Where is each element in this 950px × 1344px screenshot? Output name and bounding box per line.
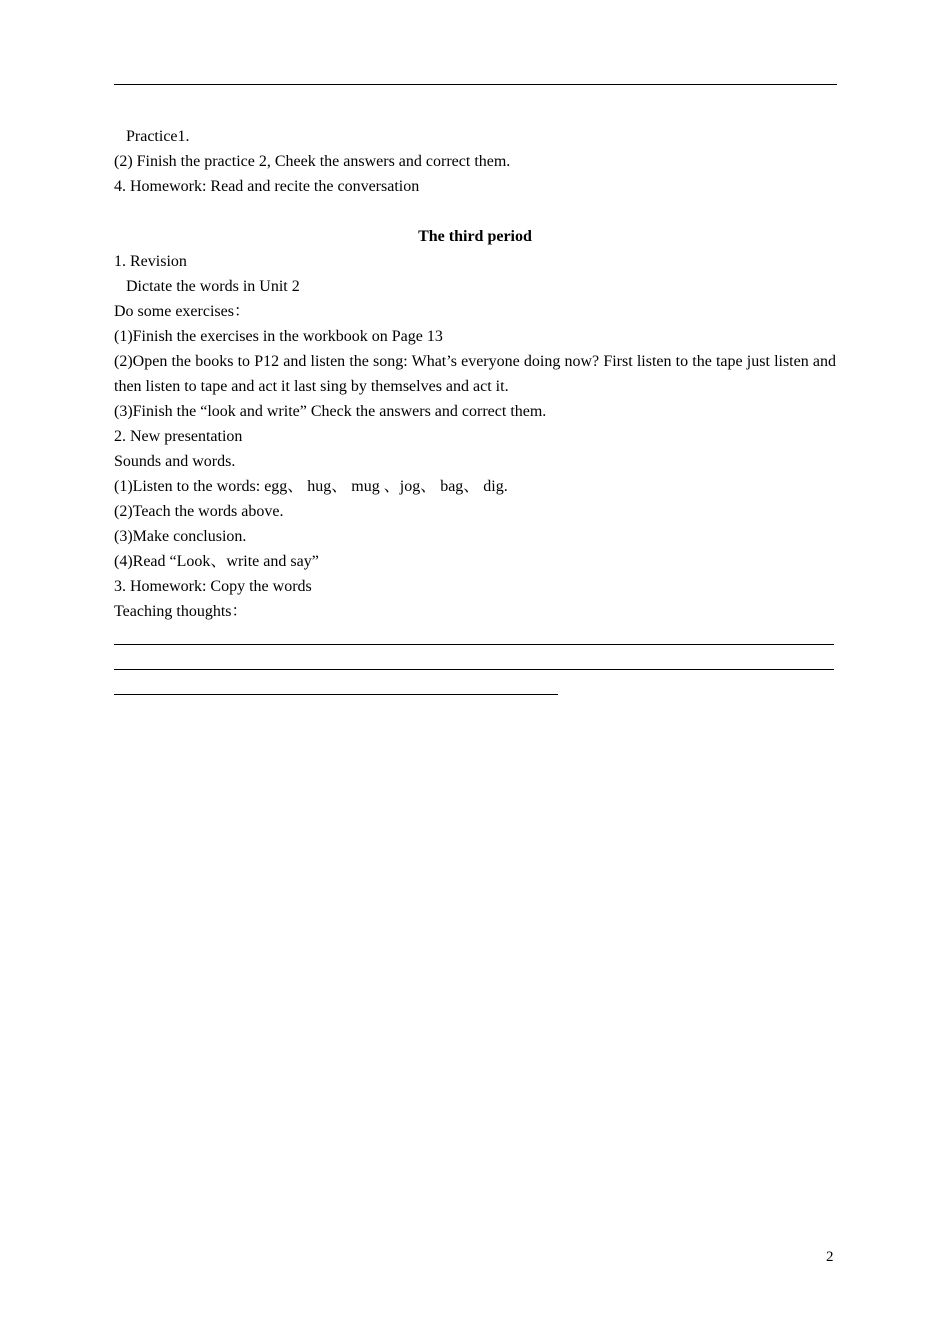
text-line: (1)Finish the exercises in the workbook on Page 13 xyxy=(114,328,443,345)
text-line: (3)Make conclusion. xyxy=(114,528,247,545)
text-line: 2. New presentation xyxy=(114,428,243,445)
text-line: (2)Teach the words above. xyxy=(114,503,284,520)
section-heading: The third period xyxy=(418,228,532,245)
text-paragraph: (2)Open the books to P12 and listen the song: What’s everyone doing now? First listen to the tape just listen and then listen to tape and act it last sing by themselves and act it. xyxy=(114,353,836,395)
underline-stroke xyxy=(114,694,558,695)
text-line: Dictate the words in Unit 2 xyxy=(126,278,300,295)
text-line: (2) Finish the practice 2, Cheek the answers and correct them. xyxy=(114,153,511,170)
document-body xyxy=(114,124,836,699)
text-line: 4. Homework: Read and recite the conversation xyxy=(114,178,420,195)
answer-line xyxy=(114,649,836,674)
text-line: Do some exercises： xyxy=(114,303,250,320)
text-line: (4)Read “Look、write and say” xyxy=(114,553,319,570)
text-line: (3)Finish the “look and write” Check the answers and correct them. xyxy=(114,403,547,420)
text-line: Practice1. xyxy=(126,128,190,145)
text-line: 1. Revision xyxy=(114,253,187,270)
page-number: 2 xyxy=(826,1249,834,1265)
underline-stroke xyxy=(114,669,834,670)
underline-stroke xyxy=(114,644,834,645)
text-line: Sounds and words. xyxy=(114,453,236,470)
answer-line xyxy=(114,674,836,699)
text-line: (1)Listen to the words: egg、 hug、 mug 、jog、 bag、 dig. xyxy=(114,478,508,495)
answer-line xyxy=(114,624,836,649)
header-rule xyxy=(114,84,837,85)
blank-line xyxy=(114,199,836,224)
text-line: Teaching thoughts： xyxy=(114,603,248,620)
text-line: 3. Homework: Copy the words xyxy=(114,578,312,595)
